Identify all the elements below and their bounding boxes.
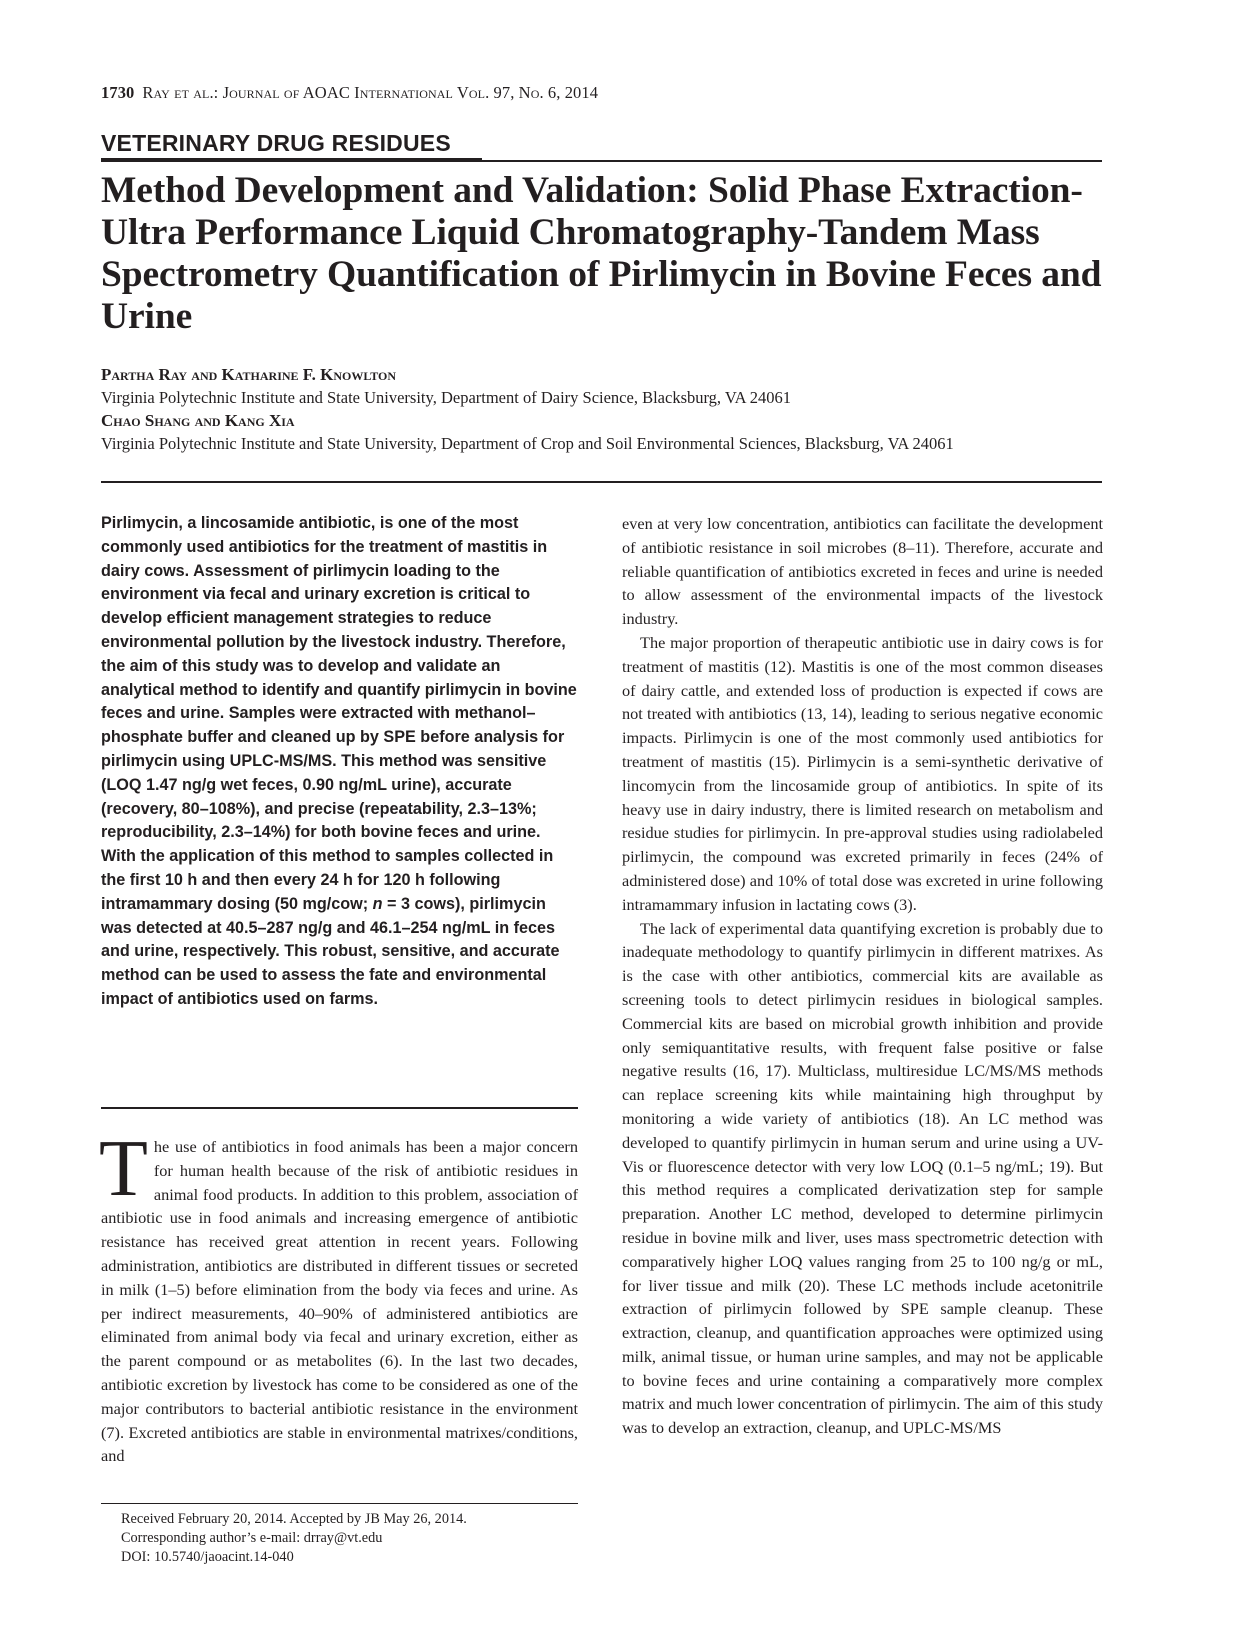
section-rule-thick (101, 158, 482, 162)
abstract-italic-n: n (372, 894, 383, 913)
abstract-divider (101, 1107, 578, 1109)
abstract-part-2: = 3 cows), pirlimycin was detected at 40.5–287 ng/g and 46.1–254 ng/mL in feces and urine, respectively. This robust, sensitive, and accurate method can be used to assess the fate and environmental impact of antibiotics used on farms. (101, 894, 560, 1008)
article-title: Method Development and Validation: Solid Phase Extraction-Ultra Performance Liquid Chromatography-Tandem Mass Spectrometry Quantification of Pirlimycin in Bovine Feces and Urine (101, 170, 1102, 337)
author-block (101, 363, 1111, 455)
body-paragraph-1: even at very low concentration, antibiotics can facilitate the development of antibiotic resistance in soil microbes (8–11). Therefore, accurate and reliable quantification of antibiotics excreted in feces and urine is needed to allow assessment of the environmental impacts of the livestock industry. (622, 514, 1103, 629)
running-head (101, 83, 598, 103)
footnote-received: Received February 20, 2014. Accepted by JB May 26, 2014. (121, 1511, 467, 1527)
running-head-text: Ray et al.: Journal of AOAC International Vol. 97, No. 6, 2014 (142, 83, 599, 102)
abstract (101, 512, 578, 1012)
affiliation-2: Virginia Polytechnic Institute and State University, Department of Crop and Soil Environmental Sciences, Blacksburg, VA 24061 (101, 434, 954, 453)
footnote (121, 1510, 581, 1567)
abstract-part-1: Pirlimycin, a lincosamide antibiotic, is one of the most commonly used antibiotics for the treatment of mastitis in dairy cows. Assessment of pirlimycin loading to the environment via fecal and urinary excretion is critical to develop efficient management strategies to reduce environmental pollution by the livestock industry. Therefore, the aim of this study was to develop and validate an analytical method to identify and quantify pirlimycin in bovine feces and urine. Samples were extracted with methanol–phosphate buffer and cleaned up by SPE before analysis for pirlimycin using UPLC-MS/MS. This method was sensitive (LOQ 1.47 ng/g wet feces, 0.90 ng/mL urine), accurate (recovery, 80–108%), and precise (repeatability, 2.3–13%; reproducibility, 2.3–14%) for both bovine feces and urine. With the application of this method to samples collected in the first 10 h and then every 24 h for 120 h following intramammary dosing (50 mg/cow; (101, 514, 577, 913)
author-names-1: Partha Ray and Katharine F. Knowlton (101, 365, 397, 384)
drop-cap: T (99, 1125, 148, 1213)
intro-text: he use of antibiotics in food animals has been a major concern for human health because of the risk of antibiotic residues in animal food products. In addition to this problem, association of antibiotic use in food animals and increasing emergence of antibiotic resistance has received great attention in recent years. Following administration, antibiotics are distributed in different tissues or secreted in milk (1–5) before elimination from the body via feces and urine. As per indirect measurements, 40–90% of administered antibiotics are eliminated from animal body via fecal and urinary excretion, either as the parent compound or as metabolites (6). In the last two decades, antibiotic excretion by livestock has come to be considered as one of the major contributors to bacterial antibiotic resistance in the environment (7). Excreted antibiotics are stable in environmental matrixes/conditions, and (101, 1137, 578, 1466)
intro-paragraph (99, 1125, 578, 1468)
affiliation-1: Virginia Polytechnic Institute and State University, Department of Dairy Science, Blacksburg, VA 24061 (101, 388, 792, 407)
footnote-doi: DOI: 10.5740/jaoacint.14-040 (121, 1549, 294, 1565)
author-names-2: Chao Shang and Kang Xia (101, 411, 295, 430)
body-paragraph-2: The major proportion of therapeutic antibiotic use in dairy cows is for treatment of mastitis (12). Mastitis is one of the most common diseases of dairy cattle, and extended loss of production is expected if cows are not treated with antibiotics (13, 14), leading to serious negative economic impacts. Pirlimycin is one of the most commonly used antibiotics for treatment of mastitis (15). Pirlimycin is a semi-synthetic derivative of lincomycin from the lincosamide group of antibiotics. In spite of its heavy use in dairy industry, there is limited research on metabolism and residue studies for pirlimycin. In pre-approval studies using radiolabeled pirlimycin, the compound was excreted primarily in feces (24% of administered dose) and 10% of total dose was excreted in urine following intramammary infusion in lactating cows (3). (622, 632, 1103, 914)
header-divider (101, 481, 1102, 483)
section-label: VETERINARY DRUG RESIDUES (101, 130, 451, 156)
section-rule-thin (482, 160, 1102, 162)
page-number: 1730 (101, 83, 135, 102)
footnote-email: Corresponding author’s e-mail: drray@vt.edu (121, 1530, 383, 1546)
body-paragraph-3: The lack of experimental data quantifying excretion is probably due to inadequate methodology to quantify pirlimycin in different matrixes. As is the case with other antibiotics, commercial kits are available as screening tools to detect pirlimycin residues in biological samples. Commercial kits are based on microbial growth inhibition and provide only semiquantitative results, with frequent false positive or false negative results (16, 17). Multiclass, multiresidue LC/MS/MS methods can replace screening kits while maintaining high throughput by monitoring a wide variety of antibiotics (18). An LC method was developed to quantify pirlimycin in human serum and urine using a UV-Vis or fluorescence detector with very low LOQ (0.1–5 ng/mL; 19). But this method requires a complicated derivatization step for sample preparation. Another LC method, developed to determine pirlimycin residue in bovine milk and liver, uses mass spectrometric detection with comparatively higher LOQ values ranging from 25 to 100 ng/g or mL, for liver tissue and milk (20). These LC methods include acetonitrile extraction of pirlimycin followed by SPE sample cleanup. These extraction, cleanup, and quantification approaches were optimized using milk, animal tissue, or human urine samples, and may not be applicable to bovine feces and urine containing a comparatively more complex matrix and much lower concentration of pirlimycin. The aim of this study was to develop an extraction, cleanup, and UPLC-MS/MS (622, 918, 1103, 1438)
footnote-divider (101, 1503, 578, 1504)
right-column (622, 512, 1103, 1440)
